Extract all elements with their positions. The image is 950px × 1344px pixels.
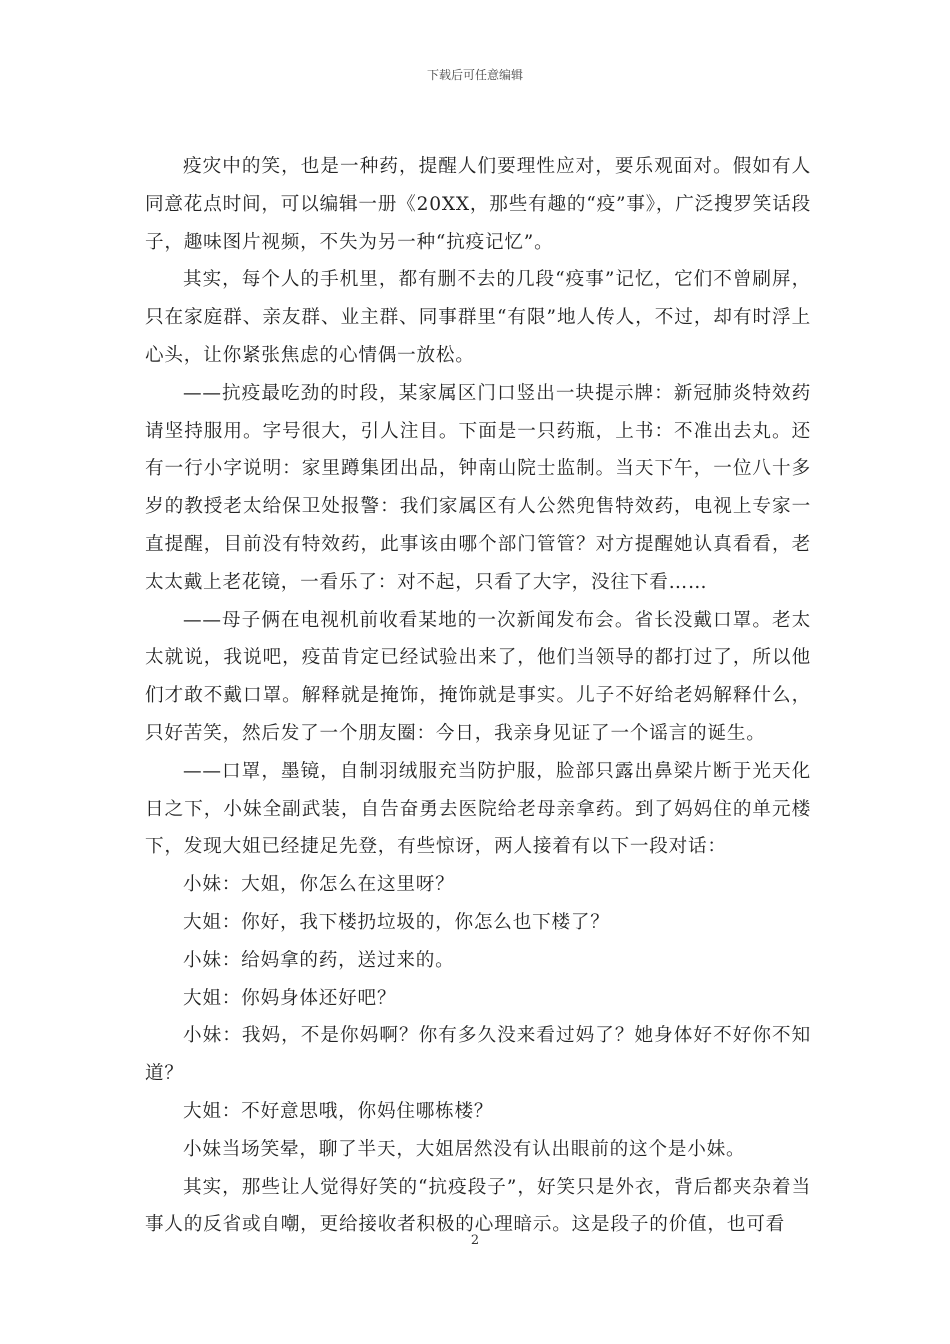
dialogue-line: 小妹：我妈，不是你妈啊？你有多久没来看过妈了？她身体好不好你不知道？ [145, 1025, 811, 1085]
page-header: 下载后可任意编辑 [426, 68, 523, 82]
paragraph: 疫灾中的笑，也是一种药，提醒人们要理性应对，要乐观面对。假如有人同意花点时间，可以编辑一册《20XX，那些有趣的“疫”事》，广泛搜罗笑话段子，趣味图片视频，不失为另一种“抗疫记忆”。 [145, 156, 811, 253]
paragraph: 小妹当场笑晕，聊了半天，大姐居然没有认出眼前的这个是小妹。 [183, 1138, 746, 1160]
document-body [145, 148, 811, 1244]
dialogue-line: 小妹：大姐，你怎么在这里呀？ [183, 874, 455, 896]
dialogue-line: 大姐：你好，我下楼扔垃圾的，你怎么也下楼了？ [183, 911, 610, 933]
page-number: 2 [470, 1233, 480, 1248]
paragraph: ——母子俩在电视机前收看某地的一次新闻发布会。省长没戴口罩。老太太就说，我说吧，疫苗肯定已经试验出来了，他们当领导的都打过了，所以他们才敢不戴口罩。解释就是掩饰，掩饰就是事实。儿子不好给老妈解释什么，只好苦笑，然后发了一个朋友圈：今日，我亲身见证了一个谣言的诞生。 [145, 609, 811, 744]
dialogue-line: 大姐：你妈身体还好吧？ [183, 987, 397, 1009]
dialogue-line: 大姐：不好意思哦，你妈住哪栋楼？ [183, 1100, 494, 1122]
dialogue-line: 小妹：给妈拿的药，送过来的。 [183, 949, 455, 971]
paragraph: 其实，每个人的手机里，都有删不去的几段“疫事”记忆，它们不曾刷屏，只在家庭群、亲友群、业主群、同事群里“有限”地人传人，不过，却有时浮上心头，让你紧张焦虑的心情偶一放松。 [145, 269, 811, 366]
paragraph: ——口罩，墨镜，自制羽绒服充当防护服，脸部只露出鼻梁片断于光天化日之下，小妹全副武装，自告奋勇去医院给老母亲拿药。到了妈妈住的单元楼下，发现大姐已经捷足先登，有些惊讶，两人接着有以下一段对话： [145, 760, 811, 858]
paragraph: 其实，那些让人觉得好笑的“抗疫段子”，好笑只是外衣，背后都夹杂着当事人的反省或自嘲，更给接收者积极的心理暗示。这是段子的价值，也可看 [145, 1176, 811, 1236]
paragraph: ——抗疫最吃劲的时段，某家属区门口竖出一块提示牌：新冠肺炎特效药请坚持服用。字号很大，引人注目。下面是一只药瓶，上书：不准出去丸。还有一行小字说明：家里蹲集团出品，钟南山院士监制。当天下午，一位八十多岁的教授老太给保卫处报警：我们家属区有人公然兜售特效药，电视上专家一直提醒，目前没有特效药，此事该由哪个部门管管？对方提醒她认真看看，老太太戴上老花镜，一看乐了：对不起，只看了大字，没往下看…… [145, 382, 811, 593]
